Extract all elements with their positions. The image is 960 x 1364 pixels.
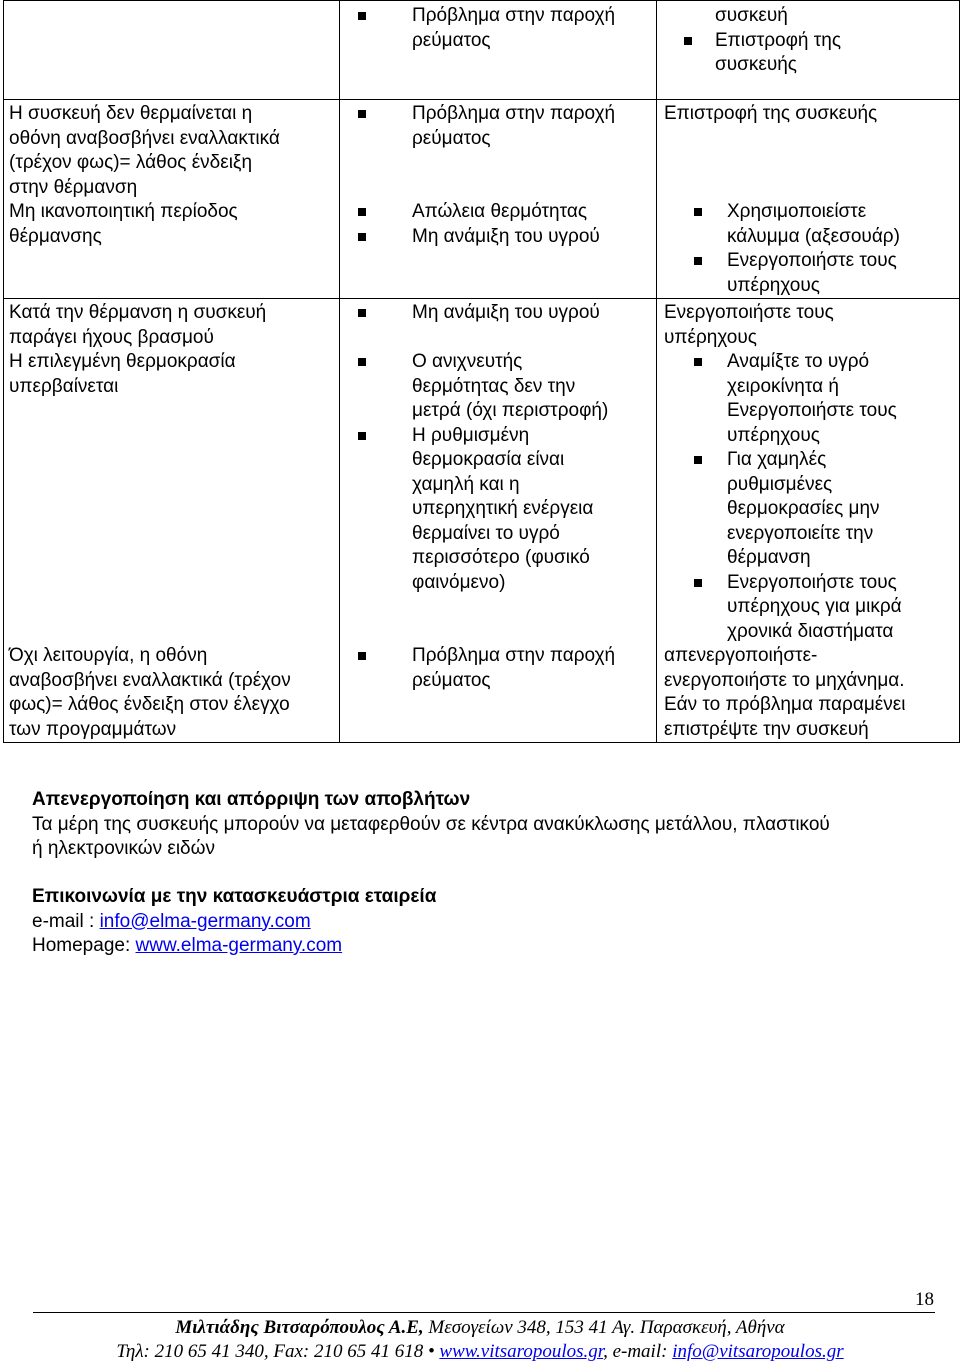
text-line: οθόνη αναβοσβήνει εναλλακτικά	[9, 127, 280, 149]
bullet-item	[358, 225, 652, 250]
item-text: υπέρηχους	[727, 424, 820, 446]
disposal-text-line1: Τα μέρη της συσκευής μπορούν να μεταφερθούν σε κέντρα ανακύκλωσης μετάλλου, πλαστικού	[32, 813, 830, 835]
text-line: θέρμανσης	[9, 225, 102, 247]
item-text: θερμοκρασία είναι	[412, 449, 565, 470]
item-text: περισσότερο (φυσικό	[412, 547, 590, 568]
bullet-continuation	[715, 53, 955, 78]
square-bullet-icon	[358, 233, 366, 241]
bullet-continuation	[664, 522, 955, 547]
item-text: Πρόβλημα στην παροχή	[412, 103, 616, 124]
cause-list	[358, 350, 652, 595]
item-text: ρεύματος	[412, 127, 491, 149]
text-line: Η συσκευή δεν θερμαίνεται η	[9, 103, 253, 124]
solution-list	[664, 350, 955, 644]
text-line: Ενεργοποιήστε τους	[664, 302, 834, 323]
item-text: θερμαίνει το υγρό	[412, 522, 560, 544]
square-bullet-icon	[694, 579, 702, 587]
item-text: Μη ανάμιξη του υγρού	[412, 225, 600, 247]
solution-list	[715, 4, 955, 78]
text-line: Επιστροφή της συσκευής	[664, 103, 878, 124]
footer-email-sep: , e-mail:	[603, 1341, 673, 1362]
row2-cause-cell	[340, 299, 657, 743]
row0-cause-cell	[340, 1, 657, 100]
item-text: χρονικά διαστήματα	[727, 620, 894, 642]
item-text: συσκευής	[715, 54, 797, 75]
row2-solution-cell	[657, 299, 960, 743]
item-text: ρεύματος	[412, 669, 491, 691]
item-text: Ενεργοποιήστε τους	[727, 250, 897, 271]
bullet-item	[664, 200, 955, 225]
item-text: Πρόβλημα στην παροχή	[412, 5, 616, 26]
bullet-continuation	[664, 424, 955, 449]
bullet-item	[358, 301, 652, 326]
square-bullet-icon	[694, 456, 702, 464]
bullet-item	[358, 424, 652, 449]
text-line: Η επιλεγμένη θερμοκρασία	[9, 351, 236, 372]
email-link[interactable]: info@elma-germany.com	[99, 910, 311, 932]
footer-website-link[interactable]: www.vitsaropoulos.gr	[439, 1341, 604, 1362]
row2-problem-cell	[4, 299, 340, 743]
solution-text	[664, 102, 955, 127]
bullet-continuation	[358, 546, 652, 571]
problem-text	[9, 301, 335, 399]
text-line: Κατά την θέρμανση η συσκευή	[9, 302, 267, 323]
contact-email-line	[32, 910, 436, 935]
bullet-item	[358, 102, 652, 127]
bullet-continuation	[664, 225, 955, 250]
bullet-continuation	[664, 620, 955, 645]
bullet-continuation	[358, 127, 652, 152]
page-number: 18	[915, 1289, 934, 1310]
bullet-continuation	[664, 274, 955, 299]
bullet-continuation	[664, 497, 955, 522]
footer-contact-line	[0, 1340, 960, 1364]
footer-phones: Τηλ: 210 65 41 340, Fax: 210 65 41 618 •	[116, 1341, 440, 1362]
item-text: χαμηλή και η	[412, 473, 520, 495]
problem-text	[9, 644, 335, 742]
item-text: φαινόμενο)	[412, 571, 506, 593]
bullet-continuation	[358, 522, 652, 547]
solution-text	[664, 644, 955, 742]
bullet-continuation	[715, 4, 955, 29]
item-text: Η ρυθμισμένη	[412, 424, 530, 446]
item-text: Για χαμηλές	[727, 449, 827, 470]
cause-list	[358, 4, 652, 53]
square-bullet-icon	[694, 257, 702, 265]
row1-problem-cell	[4, 100, 340, 299]
square-bullet-icon	[358, 309, 366, 317]
item-text: ρεύματος	[412, 29, 491, 51]
item-text: Ενεργοποιήστε τους	[727, 400, 897, 421]
item-text: κάλυμμα (αξεσουάρ)	[727, 225, 900, 247]
bullet-continuation	[358, 399, 652, 424]
text-line: παράγει ήχους βρασμού	[9, 326, 214, 348]
square-bullet-icon	[358, 358, 366, 366]
troubleshooting-table	[3, 0, 960, 743]
square-bullet-icon	[694, 208, 702, 216]
item-text: Πρόβλημα στην παροχή	[412, 645, 616, 666]
item-text: υπερηχητική ενέργεια	[412, 498, 594, 519]
text-line: ενεργοποιήστε το μηχάνημα.	[664, 669, 905, 691]
text-line: υπέρηχους	[664, 326, 757, 348]
row1-cause-cell	[340, 100, 657, 299]
square-bullet-icon	[358, 432, 366, 440]
footer-divider	[33, 1312, 935, 1313]
problem-text	[9, 102, 335, 249]
bullet-continuation	[664, 473, 955, 498]
bullet-continuation	[358, 29, 652, 54]
row1-solution-cell	[657, 100, 960, 299]
item-text: υπέρηχους για μικρά	[727, 596, 902, 617]
item-text: θέρμανση	[727, 547, 811, 568]
disposal-heading: Απενεργοποίηση και απόρριψη των αποβλήτων	[32, 789, 471, 810]
item-text: Μη ανάμιξη του υγρού	[412, 302, 600, 323]
row0-solution-cell	[657, 1, 960, 100]
footer-email-link[interactable]: info@vitsaropoulos.gr	[672, 1341, 844, 1362]
bullet-item	[664, 249, 955, 274]
bullet-continuation	[664, 595, 955, 620]
item-text: υπέρηχους	[727, 274, 820, 296]
item-text: χειροκίνητα ή	[727, 375, 839, 397]
footer-company: Μιλτιάδης Βιτσαρόπουλος Α.Ε,	[175, 1317, 424, 1338]
bullet-continuation	[358, 448, 652, 473]
square-bullet-icon	[358, 208, 366, 216]
cause-list	[358, 102, 652, 151]
item-text: ενεργοποιείτε την	[727, 522, 874, 544]
item-text: Αναμίξτε το υγρό	[727, 351, 870, 372]
bullet-continuation	[358, 669, 652, 694]
disposal-section	[32, 788, 830, 862]
square-bullet-icon	[684, 37, 692, 45]
bullet-item	[358, 4, 652, 29]
footer-company-line	[0, 1316, 960, 1340]
item-text: θερμότητας δεν την	[412, 375, 576, 397]
square-bullet-icon	[358, 110, 366, 118]
item-text: Απώλεια θερμότητας	[412, 201, 587, 222]
text-line: Όχι λειτουργία, η οθόνη	[9, 645, 208, 666]
contact-section	[32, 885, 436, 959]
contact-heading: Επικοινωνία με την κατασκευάστρια εταιρεία	[32, 886, 437, 907]
cause-list	[358, 200, 652, 249]
bullet-continuation	[664, 375, 955, 400]
square-bullet-icon	[358, 12, 366, 20]
email-label: e-mail :	[32, 910, 100, 932]
bullet-item	[664, 571, 955, 596]
item-text: θερμοκρασίες μην	[727, 498, 880, 519]
bullet-item	[664, 350, 955, 375]
text-line: (τρέχον φως)= λάθος ένδειξη	[9, 152, 253, 173]
bullet-item	[715, 29, 955, 54]
bullet-continuation	[358, 571, 652, 596]
footer-address: Μεσογείων 348, 153 41 Αγ. Παρασκευή, Αθήνα	[423, 1317, 785, 1338]
bullet-continuation	[358, 497, 652, 522]
bullet-continuation	[358, 473, 652, 498]
cause-list	[358, 301, 652, 326]
text-line: απενεργοποιήστε-	[664, 645, 818, 666]
bullet-continuation	[664, 399, 955, 424]
bullet-continuation	[358, 375, 652, 400]
item-text: συσκευή	[715, 5, 788, 26]
contact-homepage-line	[32, 934, 436, 959]
text-line: των προγραμμάτων	[9, 718, 177, 740]
row0-problem-cell	[4, 1, 340, 100]
disposal-text-line2: ή ηλεκτρονικών ειδών	[32, 838, 215, 859]
item-text: μετρά (όχι περιστροφή)	[412, 400, 609, 421]
item-text: ρυθμισμένες	[727, 473, 833, 495]
text-line: φως)= λάθος ένδειξη στον έλεγχο	[9, 694, 290, 715]
bullet-item	[358, 200, 652, 225]
item-text: Χρησιμοποιείστε	[727, 201, 867, 222]
square-bullet-icon	[694, 358, 702, 366]
cause-list	[358, 644, 652, 693]
text-line: υπερβαίνεται	[9, 375, 119, 397]
bullet-item	[358, 350, 652, 375]
text-line: στην θέρμανση	[9, 176, 138, 198]
item-text: Ο ανιχνευτής	[412, 351, 523, 372]
solution-text	[664, 301, 955, 350]
solution-list	[664, 200, 955, 298]
homepage-link[interactable]: www.elma-germany.com	[135, 935, 343, 956]
item-text: Επιστροφή της	[715, 29, 842, 51]
homepage-label: Homepage:	[32, 935, 136, 956]
text-line: Μη ικανοποιητική περίοδος	[9, 201, 238, 222]
text-line: επιστρέψτε την συσκευή	[664, 718, 869, 740]
bullet-item	[664, 448, 955, 473]
square-bullet-icon	[358, 652, 366, 660]
bullet-continuation	[664, 546, 955, 571]
text-line: αναβοσβήνει εναλλακτικά (τρέχον	[9, 669, 291, 691]
text-line: Εάν το πρόβλημα παραμένει	[664, 694, 906, 715]
bullet-item	[358, 644, 652, 669]
item-text: Ενεργοποιήστε τους	[727, 571, 897, 593]
